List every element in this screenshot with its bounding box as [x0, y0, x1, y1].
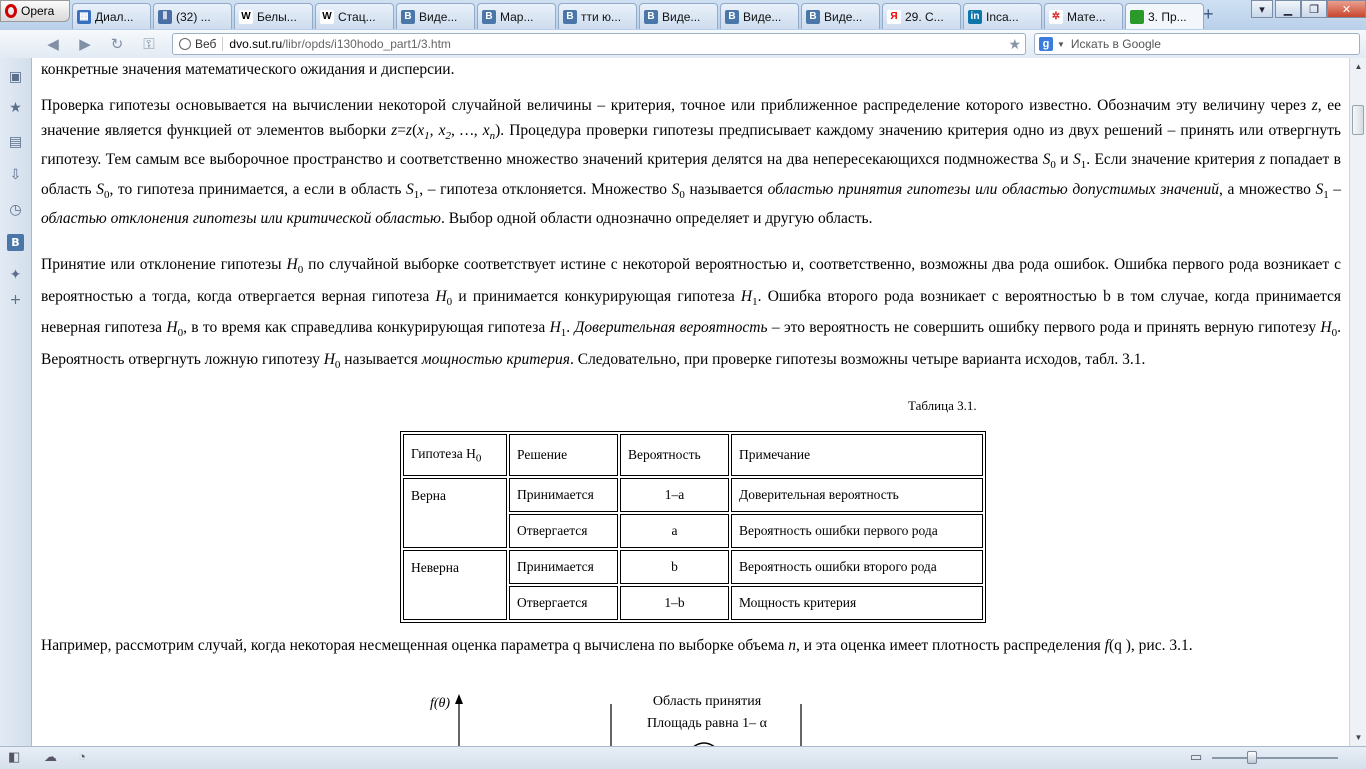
- speedometer-icon[interactable]: ◔: [78, 749, 86, 764]
- table-caption: Таблица 3.1.: [908, 398, 977, 413]
- browser-tab[interactable]: [396, 3, 475, 29]
- browser-tab[interactable]: [1125, 3, 1204, 29]
- vk-icon: B: [806, 10, 820, 24]
- browser-tab[interactable]: [153, 3, 232, 29]
- browser-tab[interactable]: [558, 3, 637, 29]
- table-cell-note: Вероятность ошибки первого рода: [731, 514, 983, 548]
- url-domain: dvo.sut.ru: [229, 37, 283, 51]
- opera-menu-button[interactable]: [0, 0, 70, 22]
- web-label: Веб: [195, 37, 217, 51]
- view-icon[interactable]: ▭: [1190, 749, 1203, 764]
- bookmarks-sidebar-icon[interactable]: ★: [9, 99, 22, 116]
- scrollbar-thumb[interactable]: [1352, 105, 1364, 135]
- sidebar-panel: [0, 58, 32, 746]
- key-icon[interactable]: ⚿: [143, 35, 155, 53]
- paragraph-criterion: Проверка гипотезы основывается на вычислении некоторой случайной величины – критерия, точное или приближенное распределение которого известно. Обозначим эту величину через z, ее значение является функцией от элементов выборки $z=z(x_1$, $x_2$, …, $x_n$). Процедура проверки гипотезы предписывает каждому значению критерия одно из двух решений – принять или отвергнуть гипотезу. Тем самым все выборочное пространство и соответственно множество значений критерия делятся на два непересекающихся подмножества $S_0$ и $S_1$. Если значение критерия z попадает в область $S_0$, то гипотеза принимается, а если в область $S_1$, – гипотеза отклоняется. Множество $S_0$ называется областью принятия гипотезы или областью допустимых значений, а множество $S_1$ – областью отклонения гипотезы или критической областью. Выбор одной области однозначно определяет и другую область.: [41, 97, 1342, 228]
- vk-icon: B: [644, 10, 658, 24]
- reload-icon[interactable]: ↻: [110, 35, 124, 53]
- wikipedia-icon: W: [320, 10, 334, 24]
- vertical-scrollbar[interactable]: [1349, 58, 1366, 746]
- forward-icon[interactable]: ▶: [79, 35, 91, 53]
- page-content: [32, 58, 1349, 746]
- scroll-up-icon[interactable]: ▲: [1354, 62, 1363, 71]
- figure-area-value: Площадь равна 1– α: [647, 716, 767, 731]
- table-cell-probability: b: [620, 550, 729, 584]
- linkedin-icon: in: [968, 10, 982, 24]
- tab-bar: [0, 0, 1366, 31]
- vk-icon: B: [725, 10, 739, 24]
- bookmark-star-icon[interactable]: ★: [1008, 36, 1021, 52]
- zoom-slider-track[interactable]: [1212, 757, 1338, 759]
- back-icon[interactable]: ◀: [47, 35, 59, 53]
- browser-tab-label: (32) ...: [176, 9, 211, 24]
- flower-icon: ✲: [1049, 10, 1063, 24]
- add-panel-icon[interactable]: +: [9, 291, 22, 308]
- opera-menu-label: Opera: [21, 4, 55, 18]
- browser-tab-label: 29. С...: [905, 9, 944, 24]
- browser-tab-label: Белы...: [257, 9, 297, 24]
- figure-area-label: Область принятия: [652, 694, 762, 709]
- new-tab-icon[interactable]: +: [1203, 4, 1214, 24]
- paragraph-errors: Принятие или отклонение гипотезы $H_0$ по случайной выборке соответствует истине с некоторой вероятностью и, соответственно, возможны два рода ошибок. Ошибка первого рода возникает с вероятностью a тогда, когда отвергается верная гипотеза $H_0$ и принимается конкурирующая гипотеза $H_1$. Ошибка второго рода возникает с вероятностью b в том случае, когда принимается неверная гипотеза $H_0$, в то время как справедлива конкурирующая гипотеза $H_1$. Доверительная вероятность – это вероятность не совершить ошибку первого рода и принять верную гипотезу $H_0$. Вероятность отвергнуть ложную гипотезу $H_0$ называется мощностью критерия. Следовательно, при проверке гипотезы возможны четыре варианта исходов, табл. 3.1.: [41, 256, 1342, 371]
- table-header-cell: Вероятность: [620, 434, 729, 476]
- panel-sidebar-icon[interactable]: ✦: [9, 266, 22, 283]
- table-cell-decision: Отвергается: [509, 514, 618, 548]
- table-cell-note: Доверительная вероятность: [731, 478, 983, 512]
- browser-tab-label: 3. Пр...: [1148, 9, 1187, 24]
- close-window-icon[interactable]: ✕: [1327, 0, 1366, 18]
- table-row: [403, 478, 983, 512]
- hypothesis-table: [400, 431, 986, 623]
- minimize-icon[interactable]: ▁: [1275, 0, 1301, 18]
- table-header-cell: Решение: [509, 434, 618, 476]
- browser-tab[interactable]: [1044, 3, 1123, 29]
- paragraph-example: Например, рассмотрим случай, когда некоторая несмещенная оценка параметра q вычислена по выборке объема n, и эта оценка имеет плотность распределения f(q ), рис. 3.1.: [41, 637, 1193, 654]
- status-bar: [0, 746, 1366, 769]
- panel-toggle-icon[interactable]: ◧: [8, 749, 21, 764]
- search-placeholder: Искать в Google: [1070, 37, 1161, 51]
- table-cell-note: Мощность критерия: [731, 586, 983, 620]
- notes-sidebar-icon[interactable]: ▤: [8, 133, 23, 150]
- maximize-icon[interactable]: ❐: [1301, 0, 1327, 18]
- address-separator: [222, 37, 223, 51]
- browser-tab[interactable]: [801, 3, 880, 29]
- url-text: [229, 37, 450, 51]
- table-cell-note: Вероятность ошибки второго рода: [731, 550, 983, 584]
- table-row: [403, 550, 983, 584]
- search-field[interactable]: [1034, 33, 1360, 55]
- cloud-icon[interactable]: ☁: [44, 749, 57, 764]
- browser-tab-label: Виде...: [743, 9, 782, 24]
- browser-tab-label: тти ю...: [581, 9, 622, 24]
- google-icon: g: [1039, 37, 1053, 51]
- pause-icon: Ⅱ: [158, 10, 172, 24]
- table-cell-probability: 1–a: [620, 478, 729, 512]
- browser-tab[interactable]: [72, 3, 151, 29]
- vk-icon: B: [563, 10, 577, 24]
- browser-tab-label: Мар...: [500, 9, 534, 24]
- opera-logo-icon: [5, 4, 17, 18]
- vk-icon: B: [401, 10, 415, 24]
- table-cell-probability: a: [620, 514, 729, 548]
- figure-axis-label: f(θ): [430, 696, 451, 711]
- tab-list-icon[interactable]: ▾: [1251, 0, 1273, 18]
- yandex-icon: Я: [887, 10, 901, 24]
- browser-tab[interactable]: [720, 3, 799, 29]
- table-header-cell: Гипотеза $H_0$: [403, 434, 507, 476]
- vk-icon: B: [482, 10, 496, 24]
- browser-tab-label: Стац...: [338, 9, 376, 24]
- browser-tab[interactable]: [963, 3, 1042, 29]
- paragraph-intro-end: конкретные значения математического ожидания и дисперсии.: [41, 61, 455, 78]
- table-cell-decision: Принимается: [509, 478, 618, 512]
- speed-dial-icon: ▦: [77, 10, 91, 24]
- table-header-cell: Примечание: [731, 434, 983, 476]
- address-toolbar: [0, 30, 1366, 59]
- browser-tab-label: Виде...: [419, 9, 458, 24]
- browser-tab[interactable]: [315, 3, 394, 29]
- table-header-row: [403, 434, 983, 476]
- density-figure: [422, 680, 822, 746]
- figure-y-axis-arrow: [455, 694, 463, 704]
- speed-dial-sidebar-icon[interactable]: ▣: [8, 68, 23, 85]
- table-cell-group: Верна: [403, 478, 507, 548]
- page-icon: [1130, 10, 1144, 24]
- browser-tab-label: Диал...: [95, 9, 134, 24]
- browser-tab[interactable]: [477, 3, 556, 29]
- scroll-down-icon[interactable]: ▼: [1354, 733, 1363, 742]
- globe-icon: [179, 38, 191, 50]
- table-cell-probability: 1–b: [620, 586, 729, 620]
- table-cell-group: Неверна: [403, 550, 507, 620]
- browser-tab-label: Inca...: [986, 9, 1019, 24]
- browser-tab-label: Виде...: [662, 9, 701, 24]
- table-cell-decision: Отвергается: [509, 586, 618, 620]
- wikipedia-icon: W: [239, 10, 253, 24]
- table-cell-decision: Принимается: [509, 550, 618, 584]
- browser-tab-label: Мате...: [1067, 9, 1106, 24]
- downloads-sidebar-icon[interactable]: ⇩: [9, 166, 22, 183]
- address-field[interactable]: [172, 33, 1026, 55]
- browser-tab-label: Виде...: [824, 9, 863, 24]
- zoom-slider-knob[interactable]: [1247, 751, 1257, 764]
- vk-sidebar-icon[interactable]: B: [7, 234, 24, 251]
- browser-tab[interactable]: [639, 3, 718, 29]
- browser-tab[interactable]: [882, 3, 961, 29]
- url-path: /libr/opds/i130hodo_part1/3.htm: [282, 37, 451, 51]
- search-engine-dropdown-icon[interactable]: ▼: [1057, 39, 1065, 49]
- browser-tab[interactable]: [234, 3, 313, 29]
- history-sidebar-icon[interactable]: ◷: [9, 201, 22, 218]
